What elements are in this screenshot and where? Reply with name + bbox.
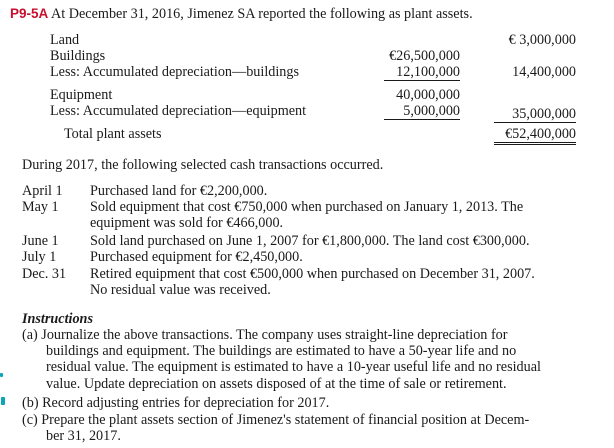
transaction-date: May 1	[22, 199, 59, 215]
margin-marker	[1, 397, 5, 405]
buildings-label: Buildings	[50, 48, 106, 64]
equipment-accdep: 5,000,000	[384, 103, 460, 120]
total-plant-assets: €52,400,000	[494, 126, 576, 145]
instruction-c-line: (c) Prepare the plant assets section of Jimenez's statement of financial position at Decem-	[22, 412, 530, 428]
transaction-text: Sold equipment that cost €750,000 when purchased on January 1, 2013. The	[90, 199, 524, 215]
land-total: € 3,000,000	[508, 32, 576, 48]
instruction-b: (b) Record adjusting entries for depreciation for 2017.	[22, 395, 330, 411]
land-label: Land	[50, 32, 80, 48]
equipment-label: Equipment	[50, 87, 113, 103]
transaction-text: Sold land purchased on June 1, 2007 for €1,800,000. The land cost €300,000.	[90, 233, 530, 249]
transactions-intro: During 2017, the following selected cash transactions occurred.	[22, 157, 384, 173]
instruction-c-line: ber 31, 2017.	[46, 428, 121, 444]
equipment-net: 35,000,000	[494, 106, 576, 123]
transaction-date: April 1	[22, 183, 63, 199]
instruction-a-line: residual value. The equipment is estimated to have a 10-year useful life and no residual	[46, 359, 541, 375]
transaction-text: Purchased equipment for €2,450,000.	[90, 249, 303, 265]
instructions-heading: Instructions	[22, 311, 93, 327]
transaction-text: Retired equipment that cost €500,000 when purchased on December 31, 2007.	[90, 266, 535, 282]
instruction-a-line: (a) Journalize the above transactions. The company uses straight-line depreciation for	[22, 327, 508, 343]
transaction-date: Dec. 31	[22, 266, 67, 282]
buildings-net: 14,400,000	[512, 64, 576, 80]
equipment-cost: 40,000,000	[396, 87, 460, 103]
buildings-cost: €26,500,000	[389, 48, 460, 64]
problem-header	[10, 6, 473, 22]
buildings-accdep: 12,100,000	[384, 64, 460, 81]
problem-intro: At December 31, 2016, Jimenez SA reported the following as plant assets.	[51, 6, 473, 22]
transaction-text-cont: equipment was sold for €466,000.	[90, 215, 284, 231]
total-label: Total plant assets	[64, 126, 162, 142]
transaction-date: June 1	[22, 233, 59, 249]
problem-code: P9-5A	[10, 6, 49, 21]
transaction-date: July 1	[22, 249, 57, 265]
margin-marker	[0, 373, 3, 377]
transaction-text: Purchased land for €2,200,000.	[90, 183, 268, 199]
instruction-a-line: value. Update depreciation on assets disposed of at the time of sale or retirement.	[46, 376, 507, 392]
transaction-text-cont: No residual value was received.	[90, 282, 271, 298]
equipment-accdep-label: Less: Accumulated depreciation—equipment	[50, 103, 307, 119]
instruction-a-line: buildings and equipment. The buildings are estimated to have a 50-year life and no	[46, 343, 517, 359]
buildings-accdep-label: Less: Accumulated depreciation—buildings	[50, 64, 300, 80]
